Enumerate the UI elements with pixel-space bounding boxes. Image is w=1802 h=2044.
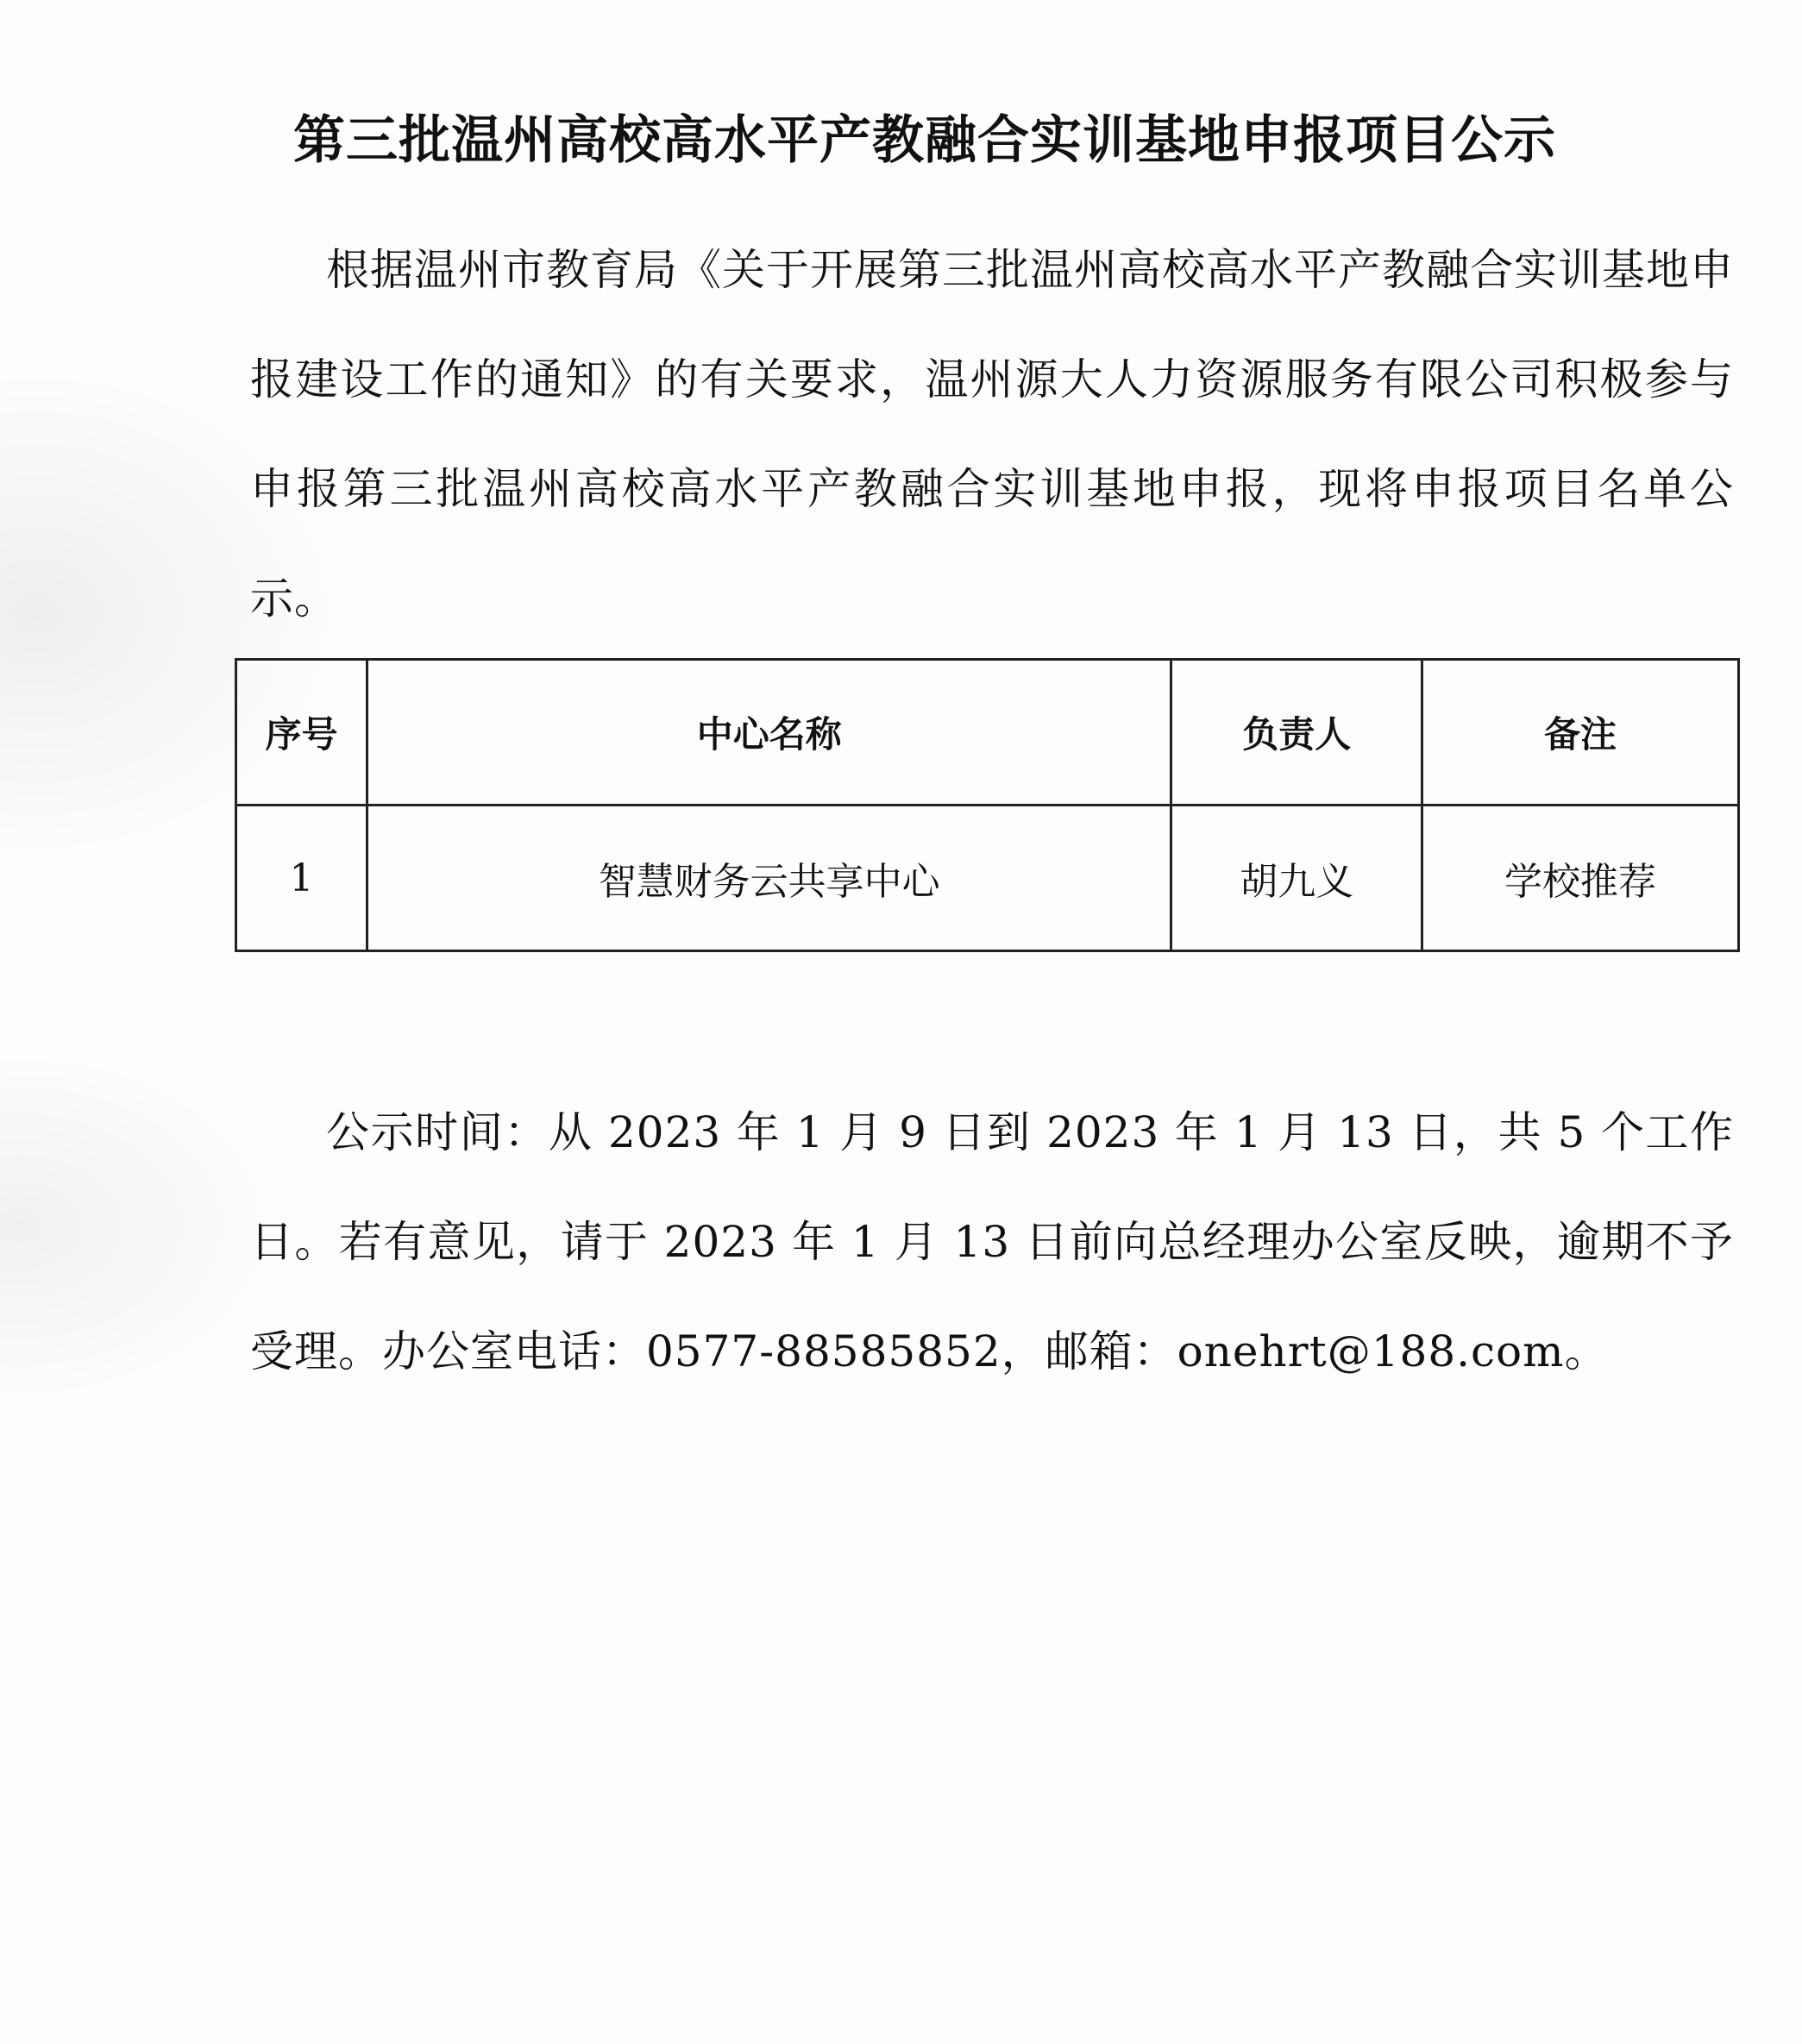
document-title: 第三批温州高校高水平产教融合实训基地申报项目公示 <box>293 110 1556 171</box>
intro-paragraph: 根据温州市教育局《关于开展第三批温州高校高水平产教融合实训基地申报建设工作的通知》的有关要求，温州源大人力资源服务有限公司积极参与申报第三批温州高校高水平产教融合实训基地申报，现将申报项目名单公示。 <box>250 245 1734 624</box>
table-row <box>236 806 1739 951</box>
header-person-in-charge: 负责人 <box>1171 660 1422 806</box>
header-center-name: 中心名称 <box>367 660 1171 806</box>
header-remarks: 备注 <box>1422 660 1739 806</box>
header-serial: 序号 <box>236 660 367 806</box>
table-header-row <box>236 660 1739 806</box>
cell-serial: 1 <box>236 806 367 951</box>
cell-remarks: 学校推荐 <box>1422 806 1739 951</box>
cell-center-name: 智慧财务云共享中心 <box>367 806 1171 951</box>
project-table <box>235 658 1740 952</box>
notice-paragraph: 公示时间：从 2023 年 1 月 9 日到 2023 年 1 月 13 日，共 5 个工作日。若有意见，请于 2023 年 1 月 13 日前向总经理办公室反映，逾期不予受理。办公室电话：0577-88585852，邮箱：onehrt@188.com。 <box>250 1107 1734 1376</box>
cell-person-in-charge: 胡九义 <box>1171 806 1422 951</box>
